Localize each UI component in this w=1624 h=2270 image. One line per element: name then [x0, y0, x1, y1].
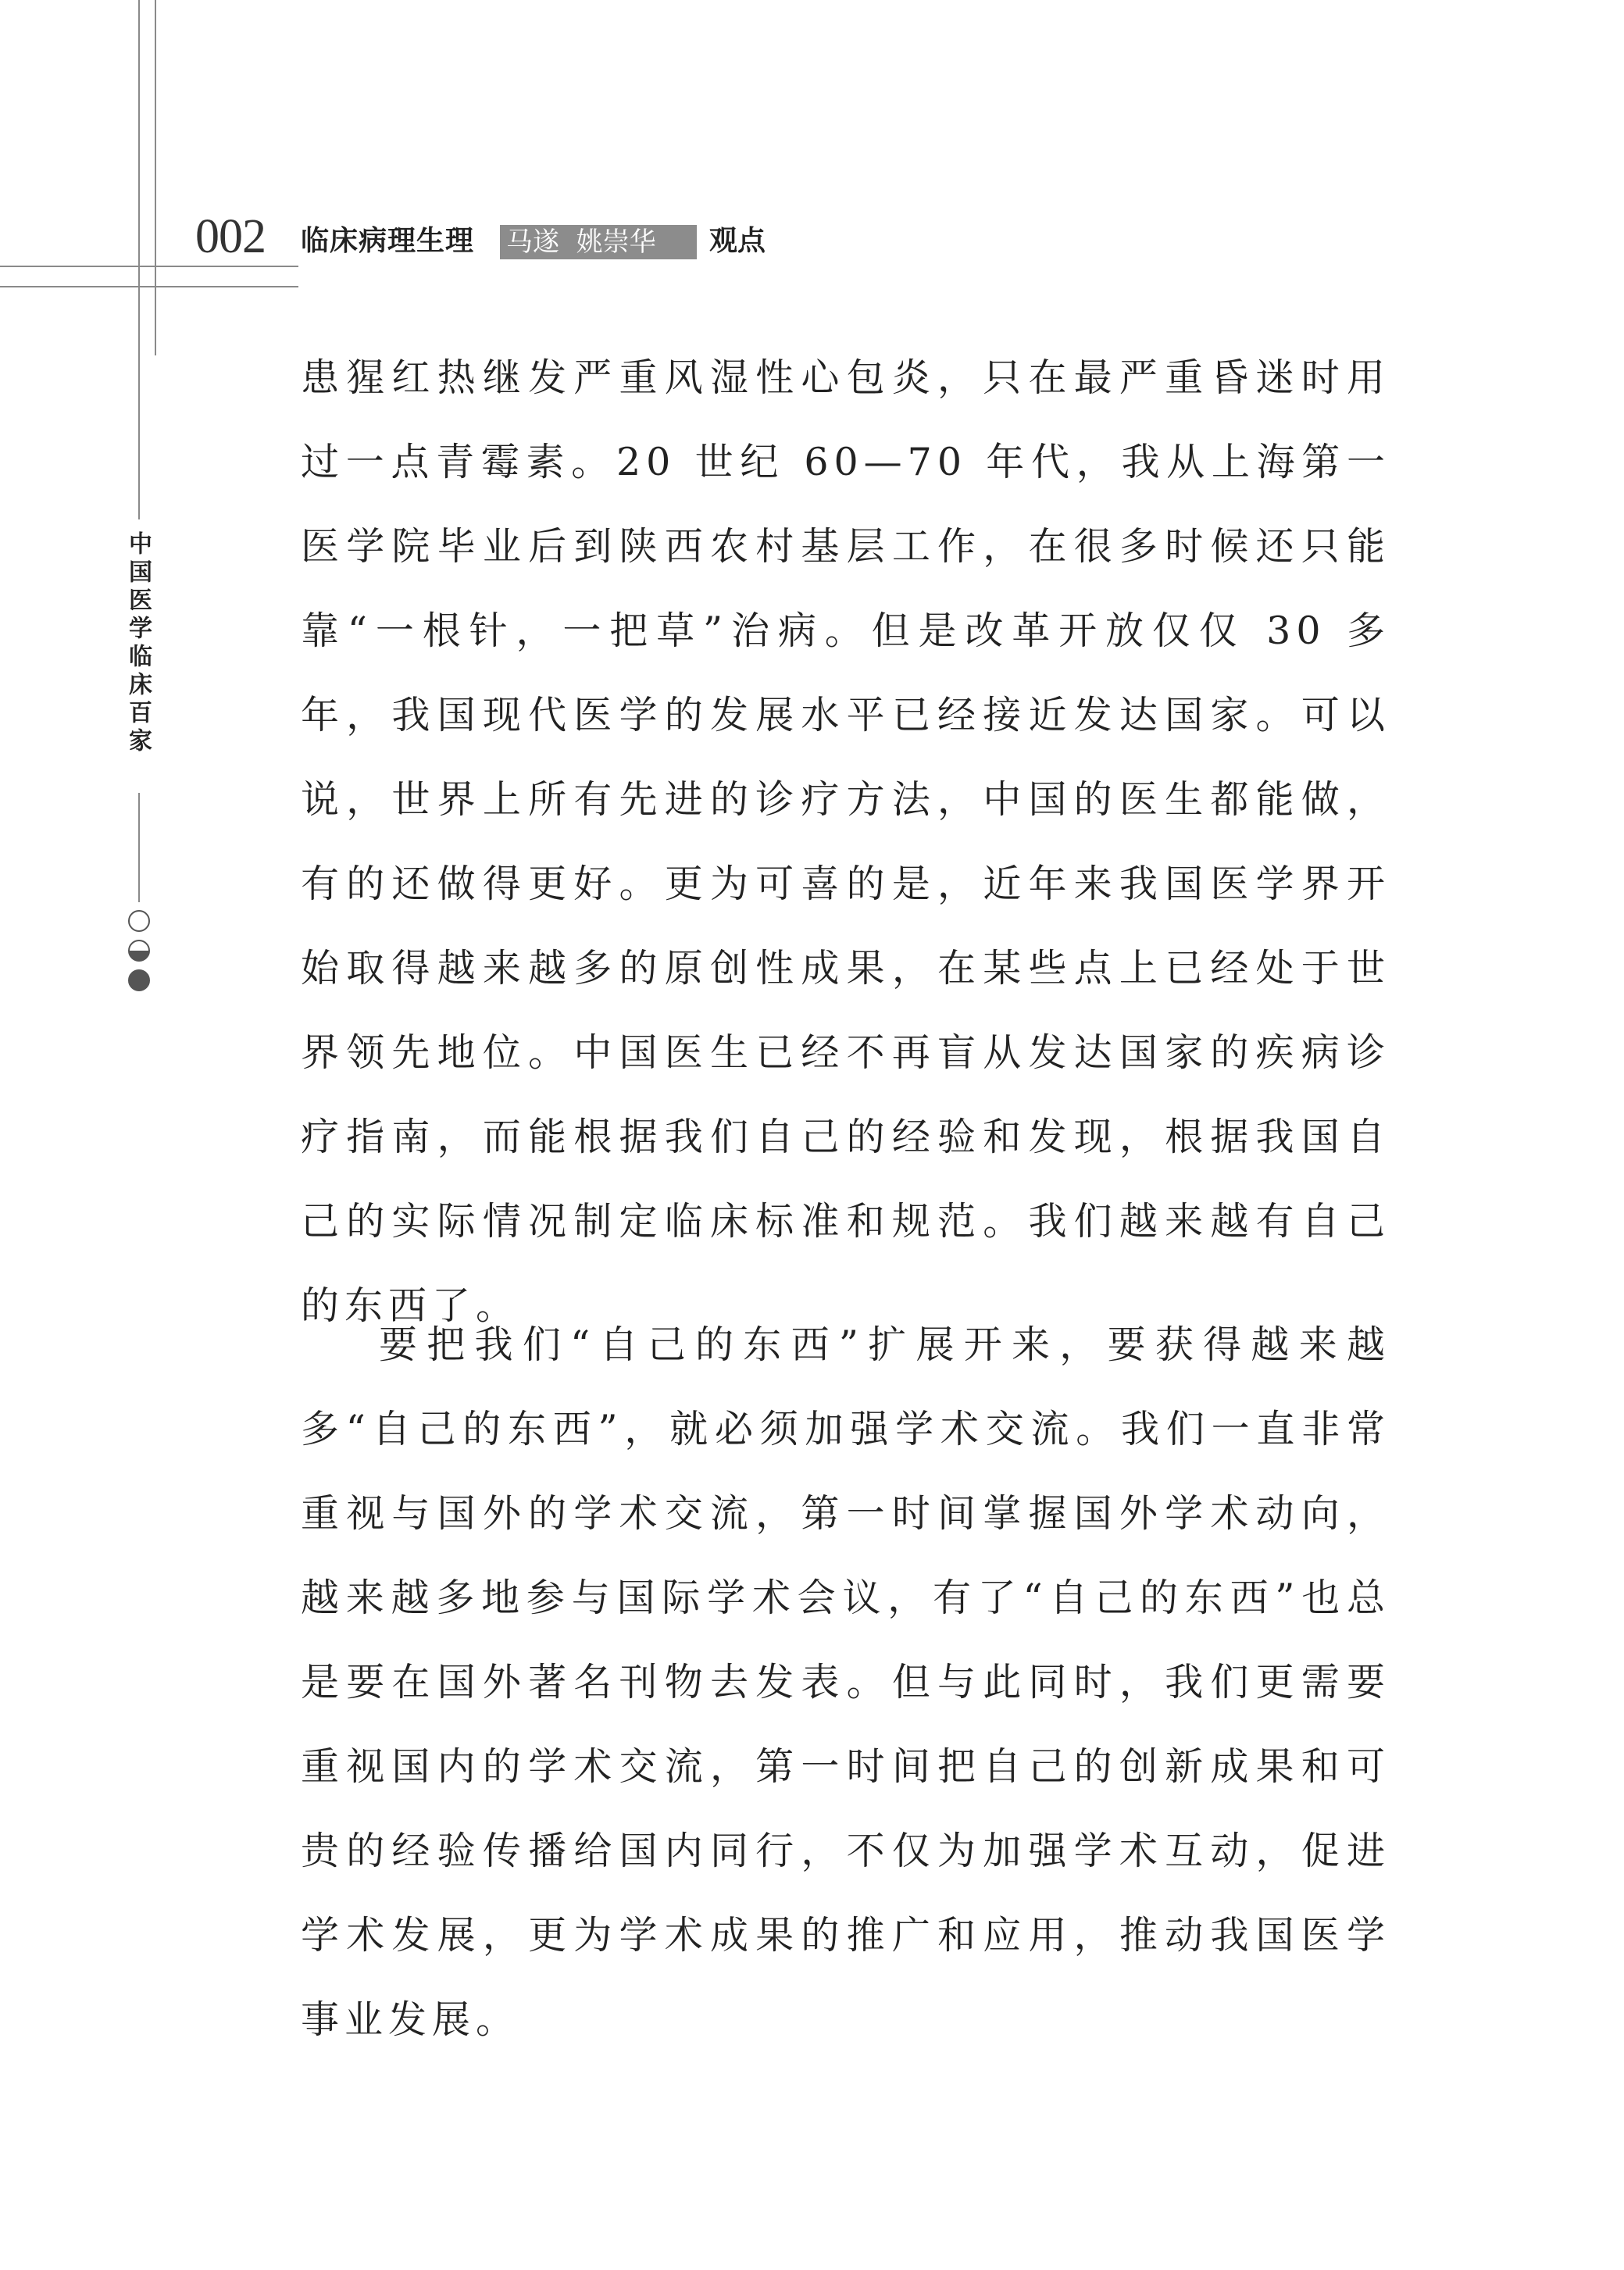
filled-circle-icon: [128, 969, 150, 991]
paragraph: 患猩红热继发严重风湿性心包炎，只在最严重昏迷时用过一点青霉素。20 世纪 60—70 年代，我从上海第一医学院毕业后到陕西农村基层工作，在很多时候还只能靠“一根针，一把草”治病。但是改革开放仅仅 30 多年，我国现代医学的发展水平已经接近发达国家。可以说，世界上所有先进的诊疗方法，中国的医生都能做，有的还做得更好。更为可喜的是，近年来我国医学界开始取得越来越多的原创性成果，在某些点上已经处于世界领先地位。中国医生已经不再盲从发达国家的疾病诊疗指南，而能根据我们自己的经验和发现，根据我国自己的实际情况制定临床标准和规范。我们越来越有自己的东西了。: [301, 355, 1390, 1328]
book-title: 临床病理生理: [301, 225, 475, 257]
page-number: 002: [195, 210, 266, 263]
empty-circle-icon: [128, 910, 150, 932]
series-title: 中国医学临床百家: [124, 531, 152, 756]
side-rule: [138, 512, 140, 519]
side-rule: [138, 793, 140, 902]
vertical-rule: [138, 0, 140, 512]
horizontal-rule: [0, 286, 298, 287]
paragraph: 要把我们“自己的东西”扩展开来，要获得越来越多“自己的东西”，就必须加强学术交流。我们一直非常重视与国外的学术交流，第一时间掌握国外学术动向，越来越多地参与国际学术会议，有了“自己的东西”也总是要在国外著名刊物去发表。但与此同时，我们更需要重视国内的学术交流，第一时间把自己的创新成果和可贵的经验传播给国内同行，不仅为加强学术互动，促进学术发展，更为学术成果的推广和应用，推动我国医学事业发展。: [301, 1322, 1390, 2042]
vertical-rule: [155, 0, 156, 355]
viewpoint-label: 观点: [709, 225, 766, 257]
author-badge: 马遂 姚崇华: [500, 225, 697, 259]
half-circle-icon: [128, 940, 150, 962]
horizontal-rule: [0, 266, 298, 267]
